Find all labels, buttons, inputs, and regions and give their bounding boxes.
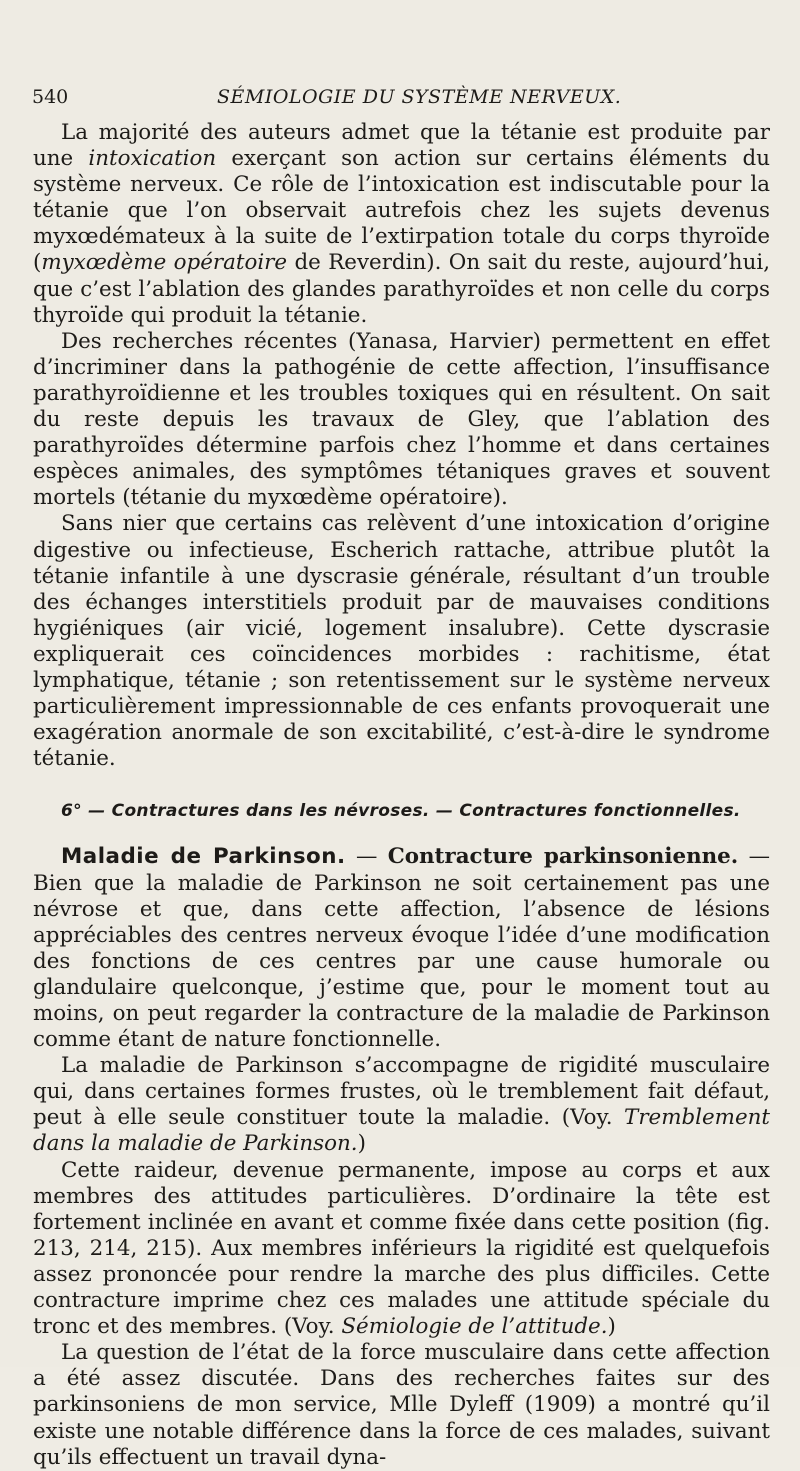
running-title: SÉMIOLOGIE DU SYSTÈME NERVEUX. — [217, 86, 622, 108]
paragraph-rigidity: La maladie de Parkinson s’accompagne de rigidité musculaire qui, dans certaines formes frustes, où le tremblement fait défaut, peut à elle seule constituer toute la maladie. (Voy. Tremblement dans la maladie de Parkinson.) — [33, 1053, 770, 1157]
paragraph-muscular-force: La question de l’état de la force musculaire dans cette affection a été assez discutée. Dans des recherches faites sur des parkinsoniens de mon service, Mlle Dyleff (1909) a montré qu’il existe une notable différence dans la force de ces malades, suivant qu’ils effectuent un travail dyna- — [33, 1340, 770, 1470]
subsection-title: Maladie de Parkinson. — [61, 844, 346, 870]
paragraph-parathyroid-research: Des recherches récentes (Yanasa, Harvier) permettent en effet d’incriminer dans la pathogénie de cette affection, l’insuffisance parathyroïdienne et les troubles toxiques qui en résultent. On sait du reste depuis les travaux de Gley, que l’ablation des parathyroïdes détermine parfois chez l’homme et dans certaines espèces animales, des symptômes tétaniques graves et souvent mortels (tétanie du myxœdème opératoire). — [33, 328, 770, 511]
italic-term: intoxication — [88, 146, 217, 172]
paragraph-attitudes: Cette raideur, devenue permanente, impose au corps et aux membres des attitudes particulières. D’ordinaire la tête est fortement inclinée en avant et comme fixée dans cette position (fig. 213, 214, 215). Aux membres inférieurs la rigidité est quelquefois assez prononcée pour rendre la marche des plus difficiles. Cette contracture imprime chez ces malades une attitude spéciale du tronc et des membres. (Voy. Sémiologie de l’attitude.) — [33, 1157, 770, 1340]
paragraph-parkinson-intro: Maladie de Parkinson. — Contracture parkinsonienne. — Bien que la maladie de Parkinson ne soit certainement pas une névrose et que, dans cette affection, l’absence de lésions appréciables des centres nerveux évoque l’idée d’une modification des fonctions de ces centres par une cause humorale ou glandulaire quelconque, j’estime que, pour le moment tout au moins, on peut regarder la contracture de la maladie de Parkinson comme étant de nature fonctionnelle. — [33, 844, 770, 1053]
section-heading: 6° — Contractures dans les névroses. — Contractures fonctionnelles. — [61, 801, 741, 822]
running-header — [32, 86, 770, 114]
paragraph-escherich: Sans nier que certains cas relèvent d’une intoxication d’origine digestive ou infectieuse, Escherich rattache, attribue plutôt la tétanie infantile à une dyscrasie générale, résultant d’un trouble des échanges interstitiels produit par de mauvaises conditions hygiéniques (air vicié, logement insalubre). Cette dyscrasie expliquerait ces coïncidences morbides : rachitisme, état lymphatique, tétanie ; son retentissement sur le système nerveux particulièrement impressionnable de ces enfants provoquerait une exagération anormale de son excitabilité, c’est-à-dire le syndrome tétanie. — [33, 511, 770, 772]
paragraph-tetanie-intoxication: La majorité des auteurs admet que la tétanie est produite par une intoxication exerçant son action sur certains éléments du système nerveux. Ce rôle de l’intoxication est indiscutable pour la tétanie que l’on observait autrefois chez les sujets devenus myxœdémateux à la suite de l’extirpation totale du corps thyroïde (myxœdème opératoire de Reverdin). On sait du reste, aujourd’hui, que c’est l’ablation des glandes parathyroïdes et non celle du corps thyroïde qui produit la tétanie. — [33, 120, 770, 328]
italic-reference: Tremblement dans la maladie de Parkinson. — [33, 1105, 770, 1157]
page-body — [33, 120, 770, 1471]
page-number: 540 — [32, 86, 69, 108]
italic-term: myxœdème opératoire — [41, 250, 288, 276]
italic-reference: Sémiologie de l’attitude. — [341, 1314, 608, 1340]
subsection-subtitle: Contracture parkinsonienne. — [387, 844, 739, 870]
